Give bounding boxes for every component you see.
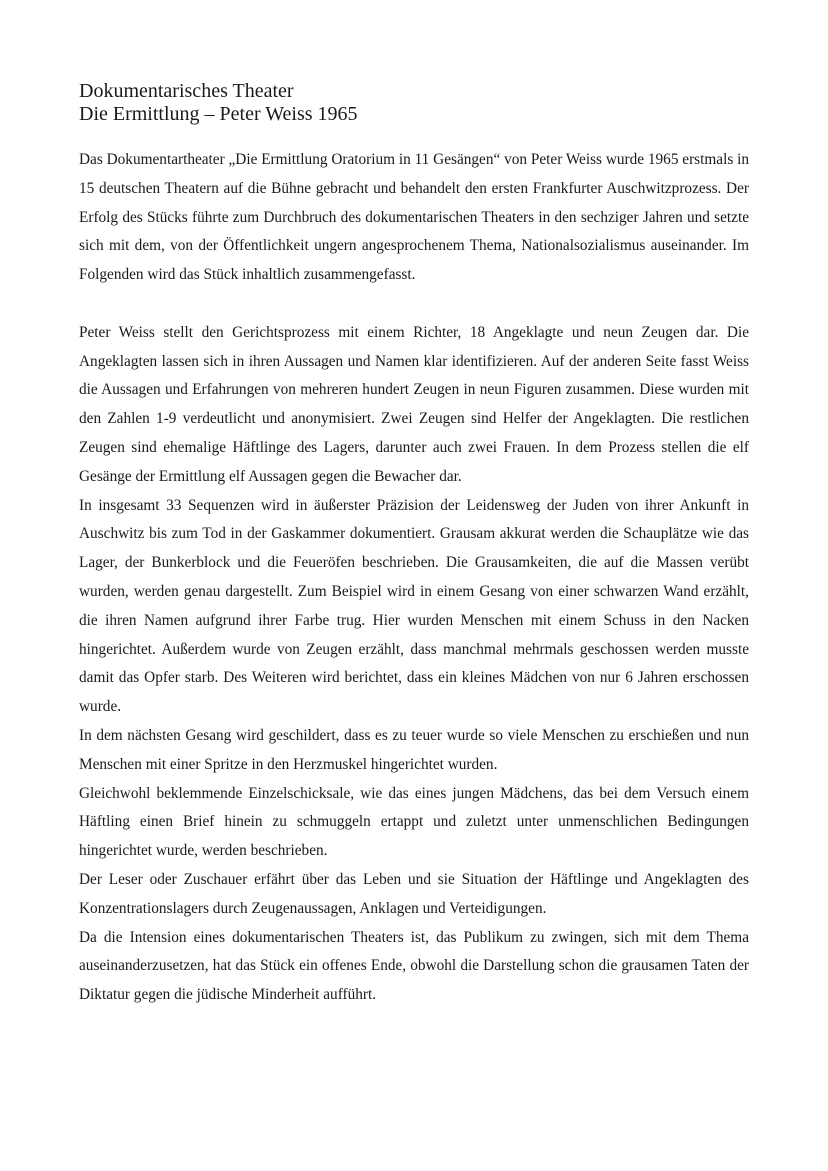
paragraph-conclusion: Da die Intension eines dokumentarischen Theaters ist, das Publikum zu zwingen, sich mit dem Thema auseinanderzusetzen, hat das Stück ein offenes Ende, obwohl die Darstellung schon die grausamen Taten der Diktatur gegen die jüdische Minderheit aufführt. xyxy=(79,928,749,1004)
title-line-2: Die Ermittlung – Peter Weiss 1965 xyxy=(79,103,358,125)
title-line-1: Dokumentarisches Theater xyxy=(79,80,294,102)
paragraph-individual-fates: Gleichwohl beklemmende Einzelschicksale, wie das eines jungen Mädchens, das bei dem Versuch einem Häftling einen Brief hinein zu schmuggeln ertappt und zuletzt unter unmenschlichen Bedingungen hingerichtet wurde, werden beschrieben. xyxy=(79,784,749,860)
paragraph-sequences: In insgesamt 33 Sequenzen wird in äußerster Präzision der Leidensweg der Juden von ihrer Ankunft in Auschwitz bis zum Tod in der Gaskammer dokumentiert. Grausam akkurat werden die Schauplätze wie das Lager, der Bunkerblock und die Feueröfen beschrieben. Die Grausamkeiten, die auf die Massen verübt wurden, werden genau dargestellt. Zum Beispiel wird in einem Gesang von einer schwarzen Wand erzählt, die ihren Namen aufgrund ihrer Farbe trug. Hier wurden Menschen mit einem Schuss in den Nacken hingerichtet. Außerdem wurde von Zeugen erzählt, dass manchmal mehrmals geschossen werden musste damit das Opfer starb. Des Weiteren wird berichtet, dass ein kleines Mädchen von nur 6 Jahren erschossen wurde. xyxy=(79,496,749,716)
document-page xyxy=(79,80,749,1010)
paragraph-next-song: In dem nächsten Gesang wird geschildert, dass es zu teuer wurde so viele Menschen zu erschießen und nun Menschen mit einer Spritze in den Herzmuskel hingerichtet wurden. xyxy=(79,726,749,773)
paragraph-characters: Peter Weiss stellt den Gerichtsprozess mit einem Richter, 18 Angeklagte und neun Zeugen dar. Die Angeklagten lassen sich in ihren Aussagen und Namen klar identifizieren. Auf der anderen Seite fasst Weiss die Aussagen und Erfahrungen von mehreren hundert Zeugen in neun Figuren zusammen. Diese wurden mit den Zahlen 1-9 verdeutlicht und anonymisiert. Zwei Zeugen sind Helfer der Angeklagten. Die restlichen Zeugen sind ehemalige Häftlinge des Lagers, darunter auch zwei Frauen. In dem Prozess stellen die elf Gesänge der Ermittlung elf Aussagen gegen die Bewacher dar. xyxy=(79,323,749,485)
document-title xyxy=(79,80,749,126)
paragraph-spacer xyxy=(79,290,749,319)
paragraph-intro: Das Dokumentartheater „Die Ermittlung Oratorium in 11 Gesängen“ von Peter Weiss wurde 1965 erstmals in 15 deutschen Theatern auf die Bühne gebracht und behandelt den ersten Frankfurter Auschwitzprozess. Der Erfolg des Stücks führte zum Durchbruch des dokumentarischen Theaters in den sechziger Jahren und setzte sich mit dem, von der Öffentlichkeit ungern angesprochenem Thema, Nationalsozialismus auseinander. Im Folgenden wird das Stück inhaltlich zusammengefasst. xyxy=(79,151,749,284)
paragraph-reader: Der Leser oder Zuschauer erfährt über das Leben und sie Situation der Häftlinge und Angeklagten des Konzentrationslagers durch Zeugenaussagen, Anklagen und Verteidigungen. xyxy=(79,870,749,917)
